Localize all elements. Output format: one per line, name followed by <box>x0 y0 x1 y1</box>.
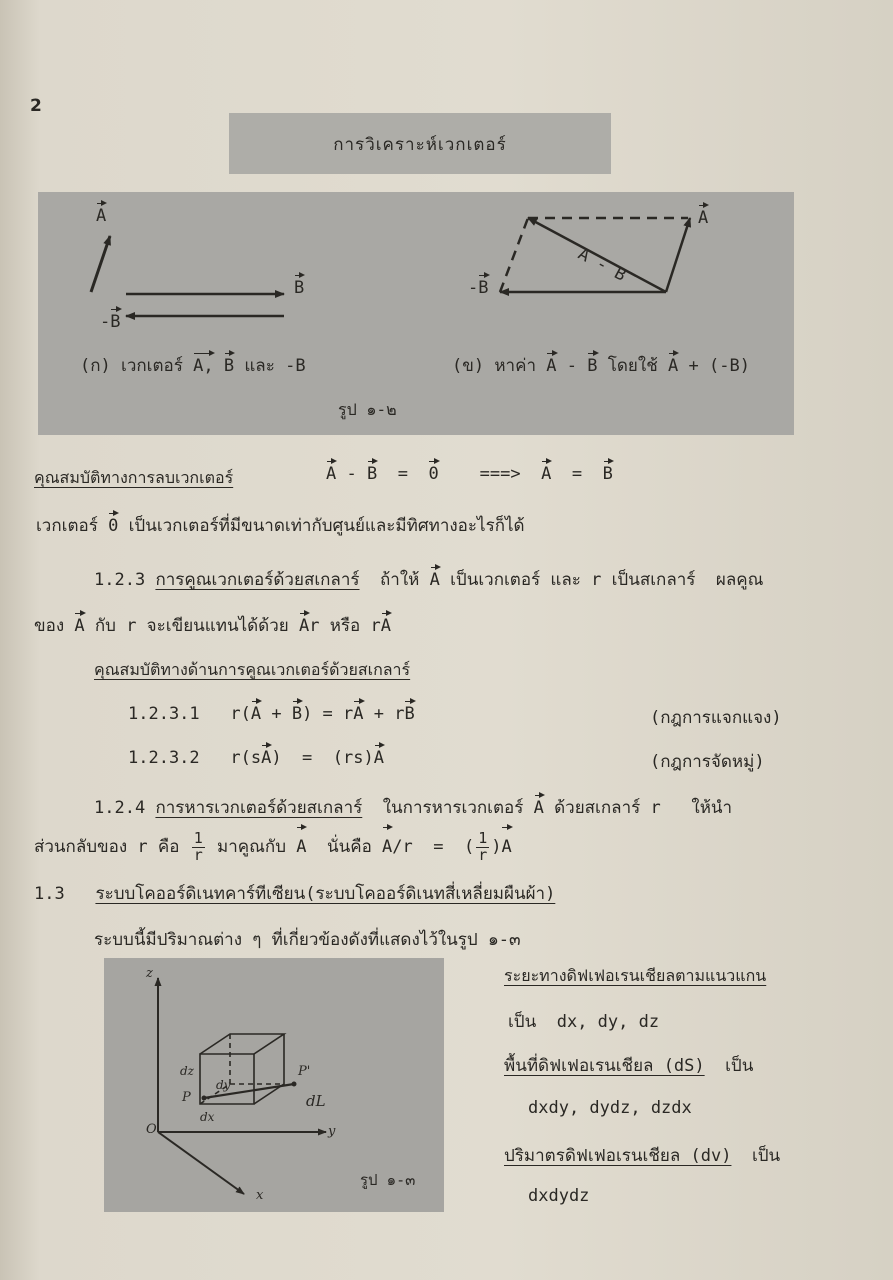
dl-label: dL <box>306 1092 326 1110</box>
caption-right: (ข) หาค่า A - B โดยใช้ A + (-B) <box>452 356 750 376</box>
figure-1-3-label: รูป ๑-๓ <box>360 1171 416 1189</box>
dashed-left-line <box>500 218 528 292</box>
section-1-3-intro: ระบบนี้มีปริมาณต่าง ๆ ที่เกี่ยวข้องดังที่แสดงไว้ในรูป ๑-๓ <box>94 930 521 950</box>
diff-volume-values: dxdydz <box>528 1186 590 1206</box>
page-number: 2 <box>30 96 42 116</box>
section-1-2-3-line2: ของ A กับ r จะเขียนแทนได้ด้วย Ar หรือ rA <box>34 616 391 636</box>
vector-a-line <box>91 236 110 292</box>
caption-left: (ก) เวกเตอร์ A, B และ -B <box>80 356 306 376</box>
point-p-dot <box>202 1096 207 1101</box>
property-1-2-3-1: 1.2.3.1 r(A + B) = rA + rB <box>128 704 415 724</box>
diff-area-line: พื้นที่ดิฟเฟอเรนเชียล (dS) เป็น <box>504 1056 754 1076</box>
header-box <box>229 113 611 174</box>
vector-diagram <box>38 192 794 435</box>
label-a-left: A <box>96 206 107 226</box>
fraction-one-over-r-2: $\frac{1}{r}$ <box>478 829 488 864</box>
point-p-prime-label: P' <box>298 1064 311 1079</box>
axis-y-label: y <box>328 1124 336 1139</box>
diff-length-heading: ระยะทางดิฟเฟอเรนเชียลตามแนวแกน <box>504 966 767 985</box>
label-a-right: A <box>698 208 709 228</box>
section-1-2-4-line1: 1.2.4 การหารเวกเตอร์ด้วยสเกลาร์ ในการหารเวกเตอร์ A ด้วยสเกลาร์ r ให้นำ <box>94 798 733 818</box>
diff-volume-line: ปริมาตรดิฟเฟอเรนเชียล (dv) เป็น <box>504 1146 781 1166</box>
fraction-one-over-r: $\frac{1}{r}$ <box>193 829 203 864</box>
section-1-2-3-line1: 1.2.3 การคูณเวกเตอร์ด้วยสเกลาร์ ถ้าให้ A เป็นเวกเตอร์ และ r เป็นสเกลาร์ ผลคูณ <box>94 570 764 590</box>
dz-label: dz <box>180 1064 195 1078</box>
axis-z-label: z <box>146 966 153 981</box>
x-axis <box>158 1132 244 1194</box>
section-1-2-4-line2: ส่วนกลับของ r คือ $\frac{1}{r}$ มาคูณกับ A นั่นคือ A/r = ( $\frac{1}{r}$ )A <box>34 829 512 864</box>
figure-1-2-label: รูป ๑-๒ <box>338 400 397 419</box>
law-distributive: (กฎการแจกแจง) <box>650 708 782 728</box>
zero-vector-line: เวกเตอร์ 0 เป็นเวกเตอร์ที่มีขนาดเท่ากับศูนย์และมีทิศทางอะไรก็ได้ <box>36 516 525 536</box>
label-negb-right: -B <box>468 278 489 298</box>
figure-1-2 <box>38 192 794 435</box>
header-title: การวิเคราะห์เวกเตอร์ <box>333 135 507 155</box>
label-b-left: B <box>294 278 305 298</box>
property-1-2-3-2: 1.2.3.2 r(sA) = (rs)A <box>128 748 384 768</box>
multiplication-heading: คุณสมบัติทางด้านการคูณเวกเตอร์ด้วยสเกลาร์ <box>94 660 411 679</box>
vector-a-parallelogram <box>666 218 690 292</box>
figure-1-3 <box>104 958 444 1212</box>
dy-label: dy <box>216 1078 231 1092</box>
point-p-prime-dot <box>292 1082 297 1087</box>
subtraction-formula: A - B = 0 ===> A = B <box>326 464 613 484</box>
diff-length-values: เป็น dx, dy, dz <box>508 1012 660 1032</box>
origin-label: O <box>146 1122 157 1137</box>
label-negb-left: -B <box>100 312 121 332</box>
diff-area-values: dxdy, dydz, dzdx <box>528 1098 692 1118</box>
differential-box <box>200 1034 294 1104</box>
axis-x-label: x <box>256 1188 264 1203</box>
point-p-label: P <box>182 1090 191 1105</box>
label-a-minus-b: A - B <box>574 244 630 286</box>
section-1-3-heading: 1.3 ระบบโคออร์ดิเนทคาร์ทีเซียน(ระบบโคออร์ดิเนทสี่เหลี่ยมผืนผ้า) <box>34 884 556 904</box>
subtraction-heading: คุณสมบัติทางการลบเวกเตอร์ <box>34 468 234 487</box>
dx-label: dx <box>200 1110 215 1124</box>
law-associative: (กฎการจัดหมู่) <box>650 752 765 772</box>
